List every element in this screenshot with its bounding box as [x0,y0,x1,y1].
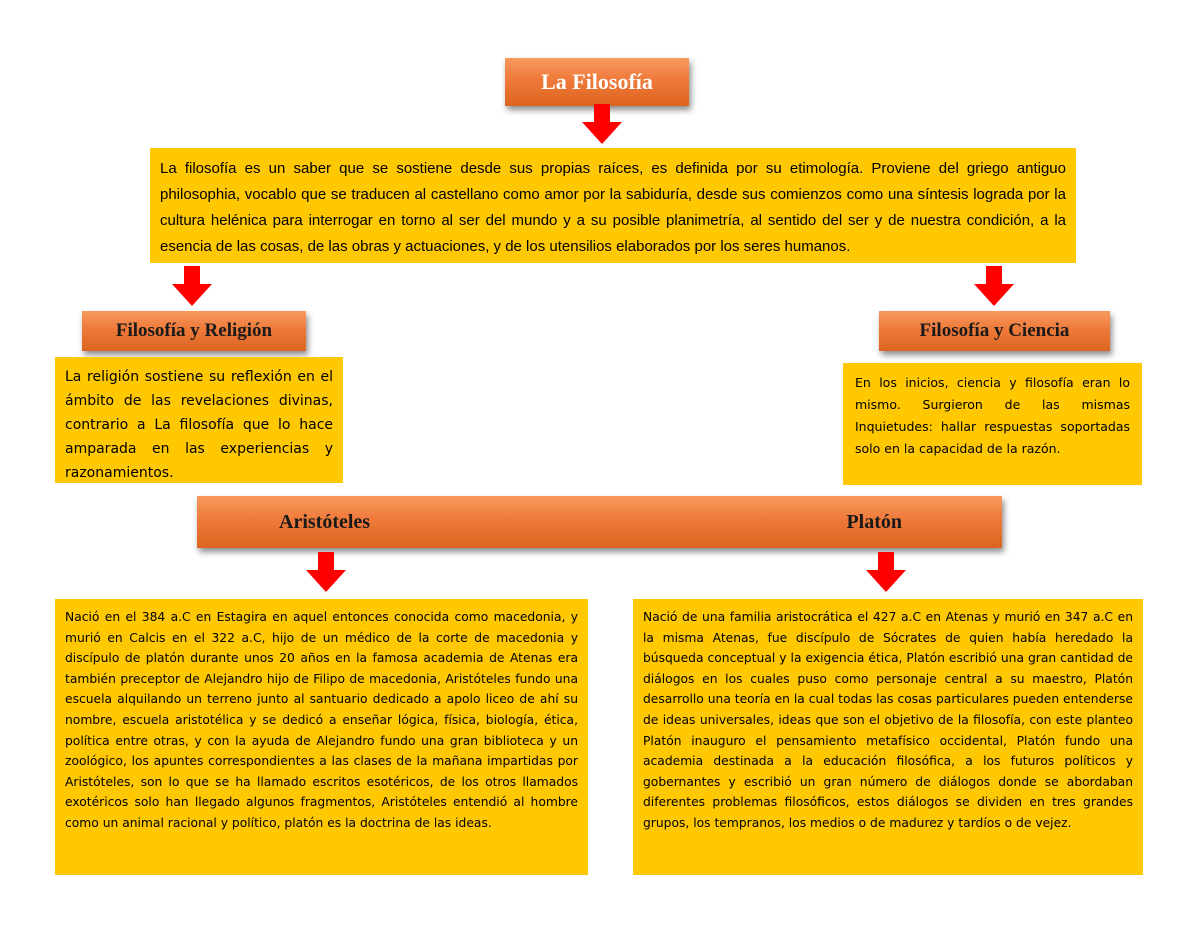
platon-heading: Platón [846,510,902,533]
ciencia-heading: Filosofía y Ciencia [919,320,1070,341]
religion-box [55,357,343,483]
ciencia-text: En los inicios, ciencia y filosofía eran lo mismo. Surgieron de las mismas Inquietudes: hallar respuestas soportadas solo en la capacidad de la razón. [855,375,1130,456]
platon-text: Nació de una familia aristocrática el 427 a.C en Atenas y murió en 347 a.C en la misma Atenas, fue discípulo de Sócrates de quien había heredado la búsqueda conceptual y la exigencia ética, Platón escribió una gran cantidad de diálogos en los cuales puso como personaje central a su maestro, Platón desarrollo una teoría en la cual todas las cosas particulares pueden entenderse de ideas universales, ideas que son el objetivo de la filosofía, con este planteo Platón inauguro el pensamiento metafísico occidental, Platón fundo una academia destinada a la educación filosófica, a los futuros políticos y gobernantes y escribió un gran número de diálogos donde se abordaban diferentes problemas filosóficos, estos diálogos se dividen en tres grandes grupos, los tempranos, los medios o de madurez y tardíos o de vejez. [643,610,1133,830]
aristoteles-box [55,599,588,875]
religion-heading-box [82,311,306,351]
philosophers-bar [197,496,1002,548]
intro-text: La filosofía es un saber que se sostiene desde sus propias raíces, es definida por su etimología. Proviene del griego antiguo philosophia, vocablo que se traducen al castellano como amor por la sabiduría, desde sus comienzos como una síntesis lograda por la cultura helénica para interrogar en torno al ser del mundo y a su posible planimetría, al sentido del ser y de nuestra condición, a la esencia de las cosas, de las obras y actuaciones, y de los utensilios elaborados por los seres humanos. [160,160,1066,255]
down-arrow-icon [866,552,906,592]
down-arrow-icon [974,266,1014,306]
aristoteles-text: Nació en el 384 a.C en Estagira en aquel entonces conocida como macedonia, y murió en Calcis en el 322 a.C, hijo de un médico de la corte de macedonia y discípulo de platón durante unos 20 años en la famosa academia de Atenas era también preceptor de Alejandro hijo de Filipo de macedonia, Aristóteles fundo una escuela alquilando un terreno junto al santuario dedicado a apolo liceo de ahí su nombre, escuela aristotélica y se dedicó a enseñar lógica, física, biología, ética, política entre otras, y con la ayuda de Alejandro fundo una gran biblioteca y un zoológico, los apuntes correspondientes a las clases de la mañana impartidas por Aristóteles, son lo que se ha llamado escritos esotéricos, de los otros llamados exotéricos solo han llegado algunos fragmentos, Aristóteles entendió al hombre como un animal racional y político, platón es la doctrina de las ideas. [65,610,578,830]
title-box [505,58,689,106]
ciencia-heading-box [879,311,1110,351]
aristoteles-heading: Aristóteles [279,510,371,533]
platon-box [633,599,1143,875]
intro-box [150,148,1076,263]
down-arrow-icon [172,266,212,306]
down-arrow-icon [582,104,622,144]
down-arrow-icon [306,552,346,592]
religion-text: La religión sostiene su reflexión en el ámbito de las revelaciones divinas, contrario a La filosofía que lo hace amparada en las experiencias y razonamientos. [65,369,333,481]
religion-heading: Filosofía y Religión [115,320,273,341]
ciencia-box [843,363,1142,485]
page-title: La Filosofía [541,69,653,94]
